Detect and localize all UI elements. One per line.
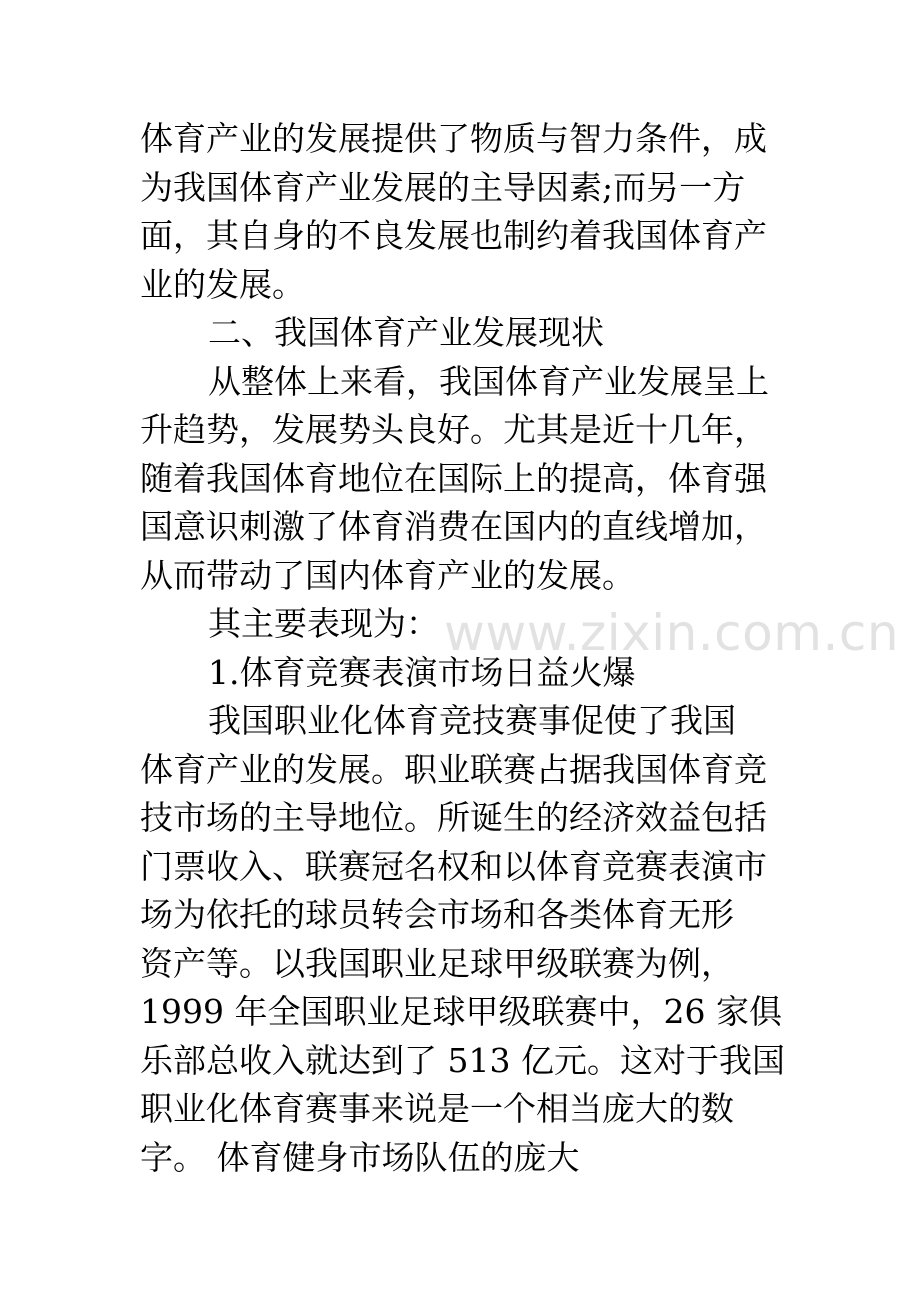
text-line: 面，其自身的不良发展也制约着我国体育产: [140, 216, 767, 255]
text-line: 资产等。以我国职业足球甲级联赛为例，: [140, 943, 734, 983]
text-line: 业的发展。: [140, 264, 305, 304]
text-line: 技市场的主导地位。所诞生的经济效益包括: [140, 798, 767, 837]
document-body: [140, 115, 800, 1182]
text-line: 国意识刺激了体育消费在国内的直线增加，: [140, 507, 767, 546]
text-line: 升趋势，发展势头良好。尤其是近十几年，: [140, 410, 767, 449]
text-line: 乐部总收入就达到了 513 亿元。这对于我国: [140, 1040, 785, 1080]
text-line: 随着我国体育地位在国际上的提高，体育强: [140, 458, 767, 498]
watermark: www.zixin.com.cn: [444, 604, 900, 662]
text-line: 从整体上来看，我国体育产业发展呈上: [208, 361, 769, 401]
text-line: 我国职业化体育竞技赛事促使了我国: [208, 701, 736, 740]
text-line: 其主要表现为：: [208, 604, 439, 643]
text-line: 字。 体育健身市场队伍的庞大: [140, 1137, 580, 1177]
text-line: 职业化体育赛事来说是一个相当庞大的数: [140, 1089, 734, 1128]
text-line: 1999 年全国职业足球甲级联赛中，26 家俱: [140, 992, 782, 1031]
text-line: 场为依托的球员转会市场和各类体育无形: [140, 895, 734, 934]
text-line: 门票收入、联赛冠名权和以体育竞赛表演市: [140, 846, 767, 886]
text-line: 从而带动了国内体育产业的发展。: [140, 555, 635, 595]
text-line: 体育产业的发展提供了物质与智力条件，成: [140, 119, 767, 158]
section-heading: 二、我国体育产业发展现状: [208, 313, 604, 352]
subsection-heading: 1.体育竞赛表演市场日益火爆: [208, 652, 636, 692]
text-line: 体育产业的发展。职业联赛占据我国体育竞: [140, 749, 767, 789]
text-line: 为我国体育产业发展的主导因素;而另一方: [140, 167, 746, 207]
